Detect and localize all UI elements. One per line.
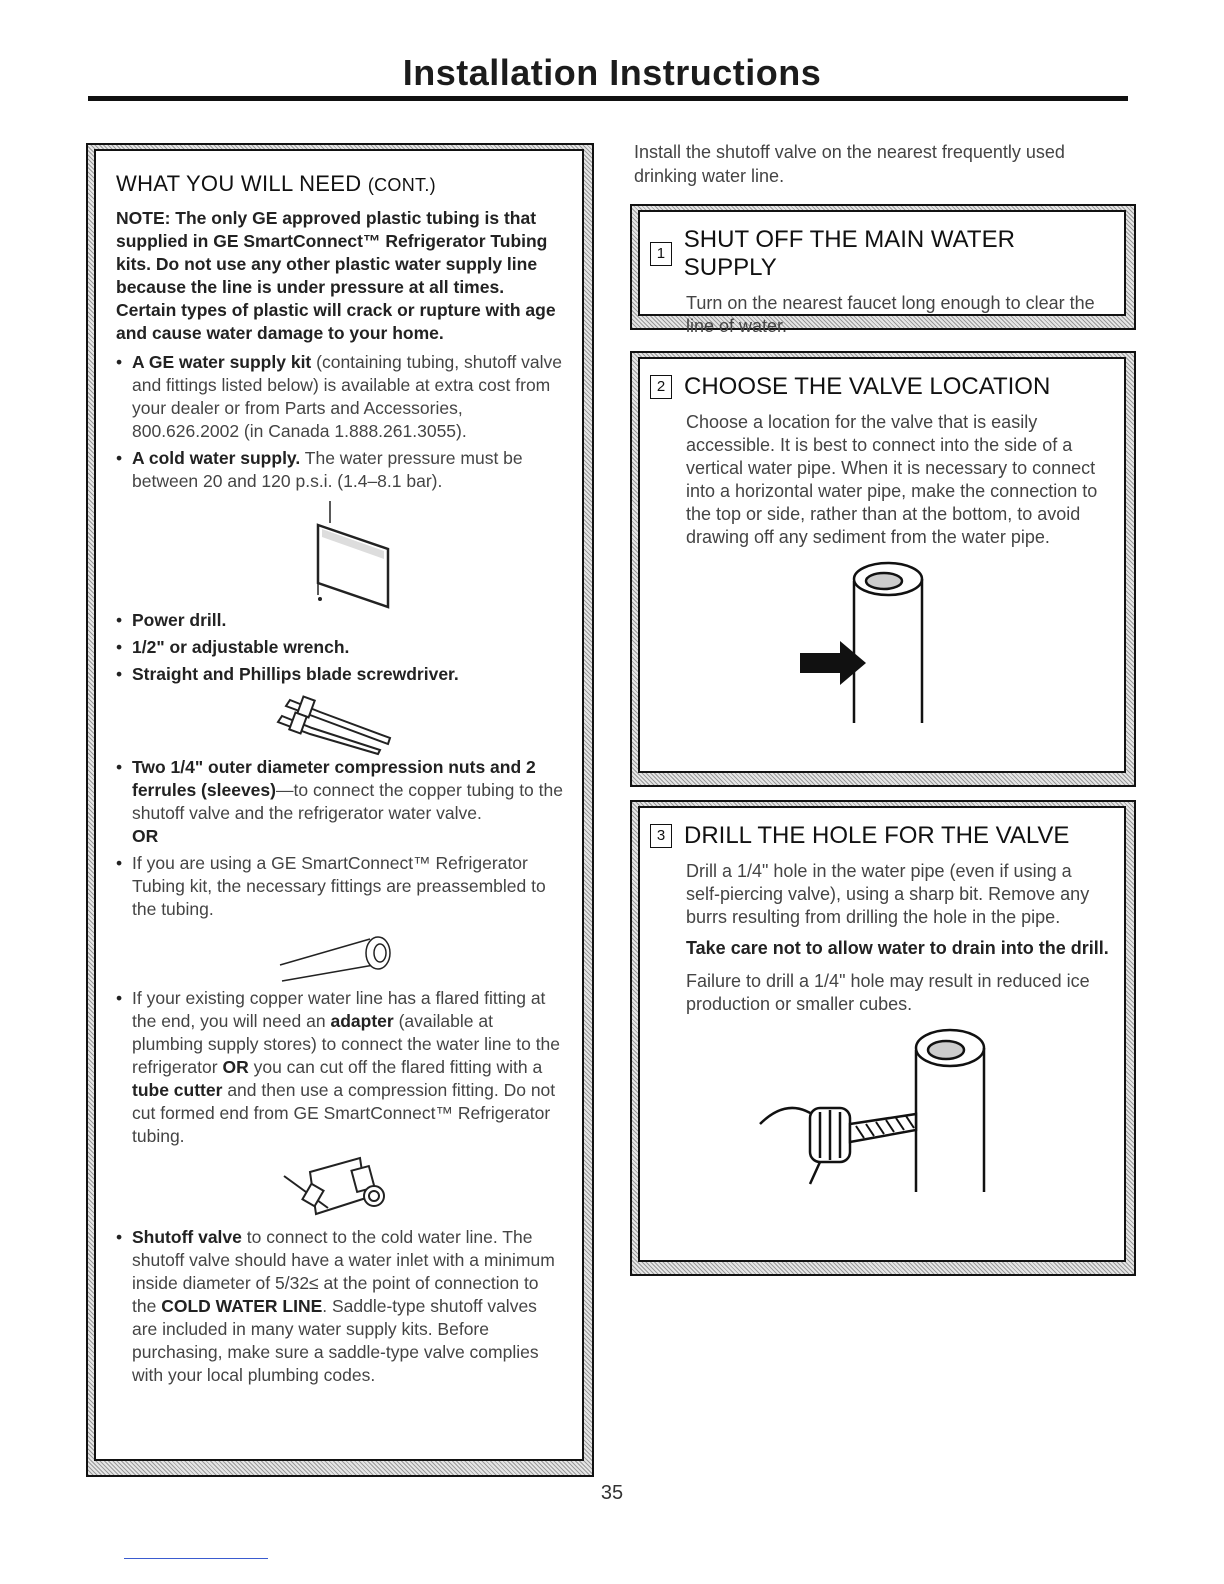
bullet-icon: • [116,637,123,657]
bullet-icon: • [116,1227,123,1247]
list-item [116,1226,564,1387]
step-1-body: Turn on the nearest faucet long enough to clear the line of water. [686,293,1095,336]
list-item [116,756,564,848]
or-label: OR [132,826,159,846]
step-3-warning: Take care not to allow water to drain into the drill. [686,938,1109,958]
list-item [116,987,564,1148]
step-1-panel [630,204,1136,336]
step-1-number: 1 [650,242,672,266]
title-rule [88,96,1128,101]
list-item [116,663,564,686]
vertical-pipe-arrow-illustration [780,557,980,727]
cold-water-line-label: COLD WATER LINE [161,1296,323,1316]
what-you-need-panel [86,143,594,1477]
step-3-body: Drill a 1/4" hole in the water pipe (even if using a self-piercing valve), using a sharp bit. Remove any burrs resulting from drilling the hole in the pipe. [686,861,1090,927]
shutoff-valve-text-1: to connect to the cold water line. The shutoff valve should have a water inlet with a minimum inside diameter of 5/32≤ at the point of connection to the [132,1227,555,1316]
bullet-icon: • [116,988,123,1008]
footer-link-line [124,1558,268,1559]
list-item [116,447,564,493]
list-item [116,351,564,443]
step-2-panel [630,351,1136,787]
list-item [116,852,564,921]
list-item [116,636,564,659]
bullet-icon: • [116,757,123,777]
supply-kit-text: (containing tubing, shutoff valve and fittings listed below) is available at extra cost from your dealer or from Parts and Accessories, 800.626.2002 (in Canada 1.888.261.3055). [132,352,562,441]
flared-bold-or: OR [222,1057,249,1077]
step-2-content [638,357,1126,773]
compression-nuts-label: Two 1/4" outer diameter compression nuts and 2 ferrules (sleeves) [132,757,536,800]
flared-bold-adapter: adapter [330,1011,394,1031]
screwdrivers-illustration [260,690,420,756]
step-3-panel [630,800,1136,1276]
tool-wrench: 1/2" or adjustable wrench. [132,637,350,657]
bullet-icon: • [116,853,123,873]
flared-bold-tube-cutter: tube cutter [132,1080,223,1100]
compression-nuts-text: —to connect the copper tubing to the shutoff valve and the refrigerator water valve. [132,780,563,823]
step-2-number: 2 [650,375,672,399]
step-1-heading [650,226,1110,282]
shutoff-valve-illustration [270,1152,410,1226]
step-3-content [638,806,1126,1262]
step-3-title: DRILL THE HOLE FOR THE VALVE [684,822,1070,849]
step-3-heading [650,822,1110,850]
supply-kit-label: A GE water supply kit [132,352,312,372]
step-3-footnote: Failure to drill a 1/4" hole may result in reduced ice production or smaller cubes. [686,971,1090,1014]
shutoff-valve-label: Shutoff valve [132,1227,242,1247]
flared-text-1: If your existing copper water line has a flared fitting at the end, you will need an [132,988,546,1031]
list-item [116,609,564,632]
section-heading [116,171,564,197]
tool-power-drill: Power drill. [132,610,227,630]
step-1-title: SHUT OFF THE MAIN WATER SUPPLY [683,226,1015,281]
intro-text: Install the shutoff valve on the nearest frequently used drinking water line. [634,142,1065,186]
cold-water-label: A cold water supply. [132,448,301,468]
bullet-icon: • [116,610,123,630]
bullet-icon: • [116,448,123,468]
tool-screwdriver: Straight and Phillips blade screwdriver. [132,664,459,684]
step-2-title: CHOOSE THE VALVE LOCATION [684,373,1051,400]
page-title: Installation Instructions [402,52,822,93]
smartconnect-text: If you are using a GE SmartConnect™ Refrigerator Tubing kit, the necessary fittings are preassembled to the tubing. [132,853,546,919]
section-heading-text: WHAT YOU WILL NEED [116,171,362,196]
what-you-need-content [94,149,584,1461]
bullet-icon: • [116,664,123,684]
step-1-content [638,210,1126,336]
step-2-body: Choose a location for the valve that is easily accessible. It is best to connect into the side of a vertical water pipe. When it is necessary to connect into a horizontal water pipe, make the connection to the top or side, rather than at the bottom, to avoid drawing off any sediment from the water pipe. [686,412,1098,547]
drill-pipe-illustration [740,1024,1020,1194]
step-3-number: 3 [650,824,672,848]
step-2-heading [650,373,1110,401]
flared-text-2: (available at plumbing supply stores) to connect the water line to the refrigerator [132,1011,561,1077]
flared-text-4: and then use a compression fitting. Do not cut formed end from GE SmartConnect™ Refrigerator tubing. [132,1080,556,1146]
bullet-icon: • [116,352,123,372]
plastic-tubing-note: NOTE: The only GE approved plastic tubing is that supplied in GE SmartConnect™ Refrigerator Tubing kits. Do not use any other plastic water supply line because the line is under pressure at all times. Certain types of plastic will crack or rupture with age and cause water damage to your home. [116,208,556,343]
section-heading-suffix: (CONT.) [367,175,436,195]
page-number: 35 [600,1482,624,1504]
tubing-end-illustration [270,925,410,987]
flared-text-3: you can cut off the flared fitting with a [253,1057,543,1077]
cold-water-text: The water pressure must be between 20 and 120 p.s.i. (1.4–8.1 bar). [132,448,523,491]
shutoff-valve-text-2: . Saddle-type shutoff valves are included in many water supply kits. Before purchasing, make sure a saddle-type valve complies with your local plumbing codes. [132,1296,539,1385]
pressure-tag-illustration [270,497,410,609]
